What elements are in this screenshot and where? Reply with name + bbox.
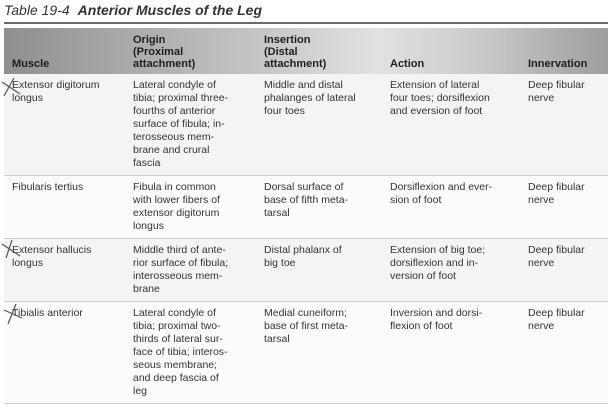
cell-insertion: Middle and distal phalanges of lateral four toes	[264, 79, 356, 117]
cell-origin: Lateral condyle of tibia; proximal two- thirds of lateral sur- face of tibia; interos- seous membrane; and deep fascia of leg	[133, 307, 228, 397]
cell-insertion: Distal phalanx of big toe	[264, 244, 342, 269]
cell-muscle: Fibularis tertius	[12, 181, 84, 193]
title-rule	[4, 22, 608, 24]
cell-origin: Fibula in common with lower fibers of extensor digitorum longus	[133, 181, 220, 232]
cell-action: Extension of big toe; dorsiflexion and in- version of foot	[390, 244, 486, 282]
cell-insertion: Medial cuneiform; base of first meta- tarsal	[264, 307, 349, 345]
header-innervation: Innervation	[528, 58, 588, 70]
table-row	[4, 74, 608, 176]
table-row	[4, 302, 608, 404]
header-origin: Origin (Proximal attachment)	[133, 34, 196, 70]
header-row	[4, 28, 608, 74]
table-row	[4, 239, 608, 302]
header-insertion: Insertion (Distal attachment)	[264, 34, 327, 70]
cell-innervation: Deep fibular nerve	[528, 307, 585, 332]
cell-muscle: Tibialis anterior	[12, 307, 83, 319]
cell-action: Extension of lateral four toes; dorsiflexion and eversion of foot	[390, 79, 490, 117]
table-row	[4, 176, 608, 239]
cell-muscle: Extensor digitorum longus	[12, 79, 100, 104]
table-number: Table 19-4	[4, 2, 70, 18]
cell-action: Dorsiflexion and ever- sion of foot	[390, 181, 493, 206]
header-muscle: Muscle	[12, 58, 50, 70]
cell-origin: Lateral condyle of tibia; proximal three- fourths of anterior surface of fibula; in- terosseous mem- brane and crural fascia	[133, 79, 229, 169]
cell-action: Inversion and dorsi- flexion of foot	[390, 307, 483, 332]
cell-innervation: Deep fibular nerve	[528, 181, 585, 206]
header-action: Action	[390, 58, 425, 70]
table-caption	[4, 2, 262, 18]
table-title: Anterior Muscles of the Leg	[77, 2, 263, 18]
muscle-table	[4, 28, 608, 404]
cell-innervation: Deep fibular nerve	[528, 244, 585, 269]
cell-innervation: Deep fibular nerve	[528, 79, 585, 104]
cell-insertion: Dorsal surface of base of fifth meta- tarsal	[264, 181, 349, 219]
cell-origin: Middle third of ante- rior surface of fibula; interosseous mem- brane	[133, 244, 229, 295]
cell-muscle: Extensor hallucis longus	[12, 244, 92, 269]
